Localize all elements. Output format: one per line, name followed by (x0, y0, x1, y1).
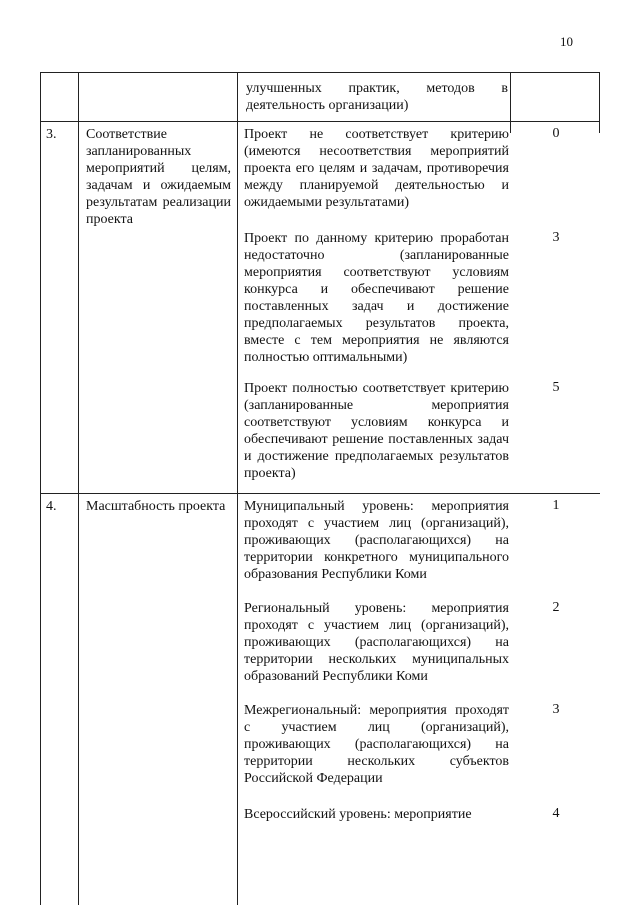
row-number: 3. (46, 127, 57, 142)
option-description: Проект полностью соответствует критерию (запланированные мероприятия соответствуют условиям конкурса и обеспечивают решение поставленных задач и достижение предполагаемых результатов проекта) (244, 381, 509, 481)
option-score: 5 (552, 380, 560, 395)
option-description: Региональный уровень: мероприятия проходят с участием лиц (организаций), проживающих (располагающихся) на территории нескольких муниципальных образований Республики Коми (244, 601, 509, 684)
continued-row-description: улучшенных практик, методов в деятельность организации) (246, 81, 508, 113)
option-score: 0 (552, 126, 560, 141)
criterion-label: Соответствие запланированных мероприятий целям, задачам и ожидаемым результатам реализации проекта (86, 127, 231, 227)
option-description: Проект по данному критерию проработан недостаточно (запланированные мероприятия соответствуют условиям конкурса и обеспечивают решение поставленных задач и достижение предполагаемых результатов проекта, вместе с тем мероприятия не являются полностью оптимальными) (244, 231, 509, 365)
page-number: 10 (560, 34, 573, 49)
criterion-label: Масштабность проекта (86, 499, 226, 514)
row-number: 4. (46, 499, 57, 514)
option-description: Муниципальный уровень: мероприятия проходят с участием лиц (организаций), проживающих (располагающихся) на территории конкретного муниципального образования Республики Коми (244, 499, 509, 582)
option-score: 3 (552, 230, 560, 245)
option-description: Межрегиональный: мероприятия проходят с участием лиц (организаций), проживающих (располагающихся) на территории нескольких субъектов Российской Федерации (244, 703, 509, 786)
criteria-table (40, 72, 600, 905)
option-score: 4 (552, 806, 560, 821)
option-score: 2 (552, 600, 560, 615)
option-score: 1 (552, 498, 560, 513)
option-score: 3 (552, 702, 560, 717)
option-description: Всероссийский уровень: мероприятие (244, 807, 472, 822)
option-description: Проект не соответствует критерию (имеются несоответствия мероприятий проекта его целям и задачам, противоречия между планируемой деятельностью и ожидаемыми результатами) (244, 127, 509, 210)
